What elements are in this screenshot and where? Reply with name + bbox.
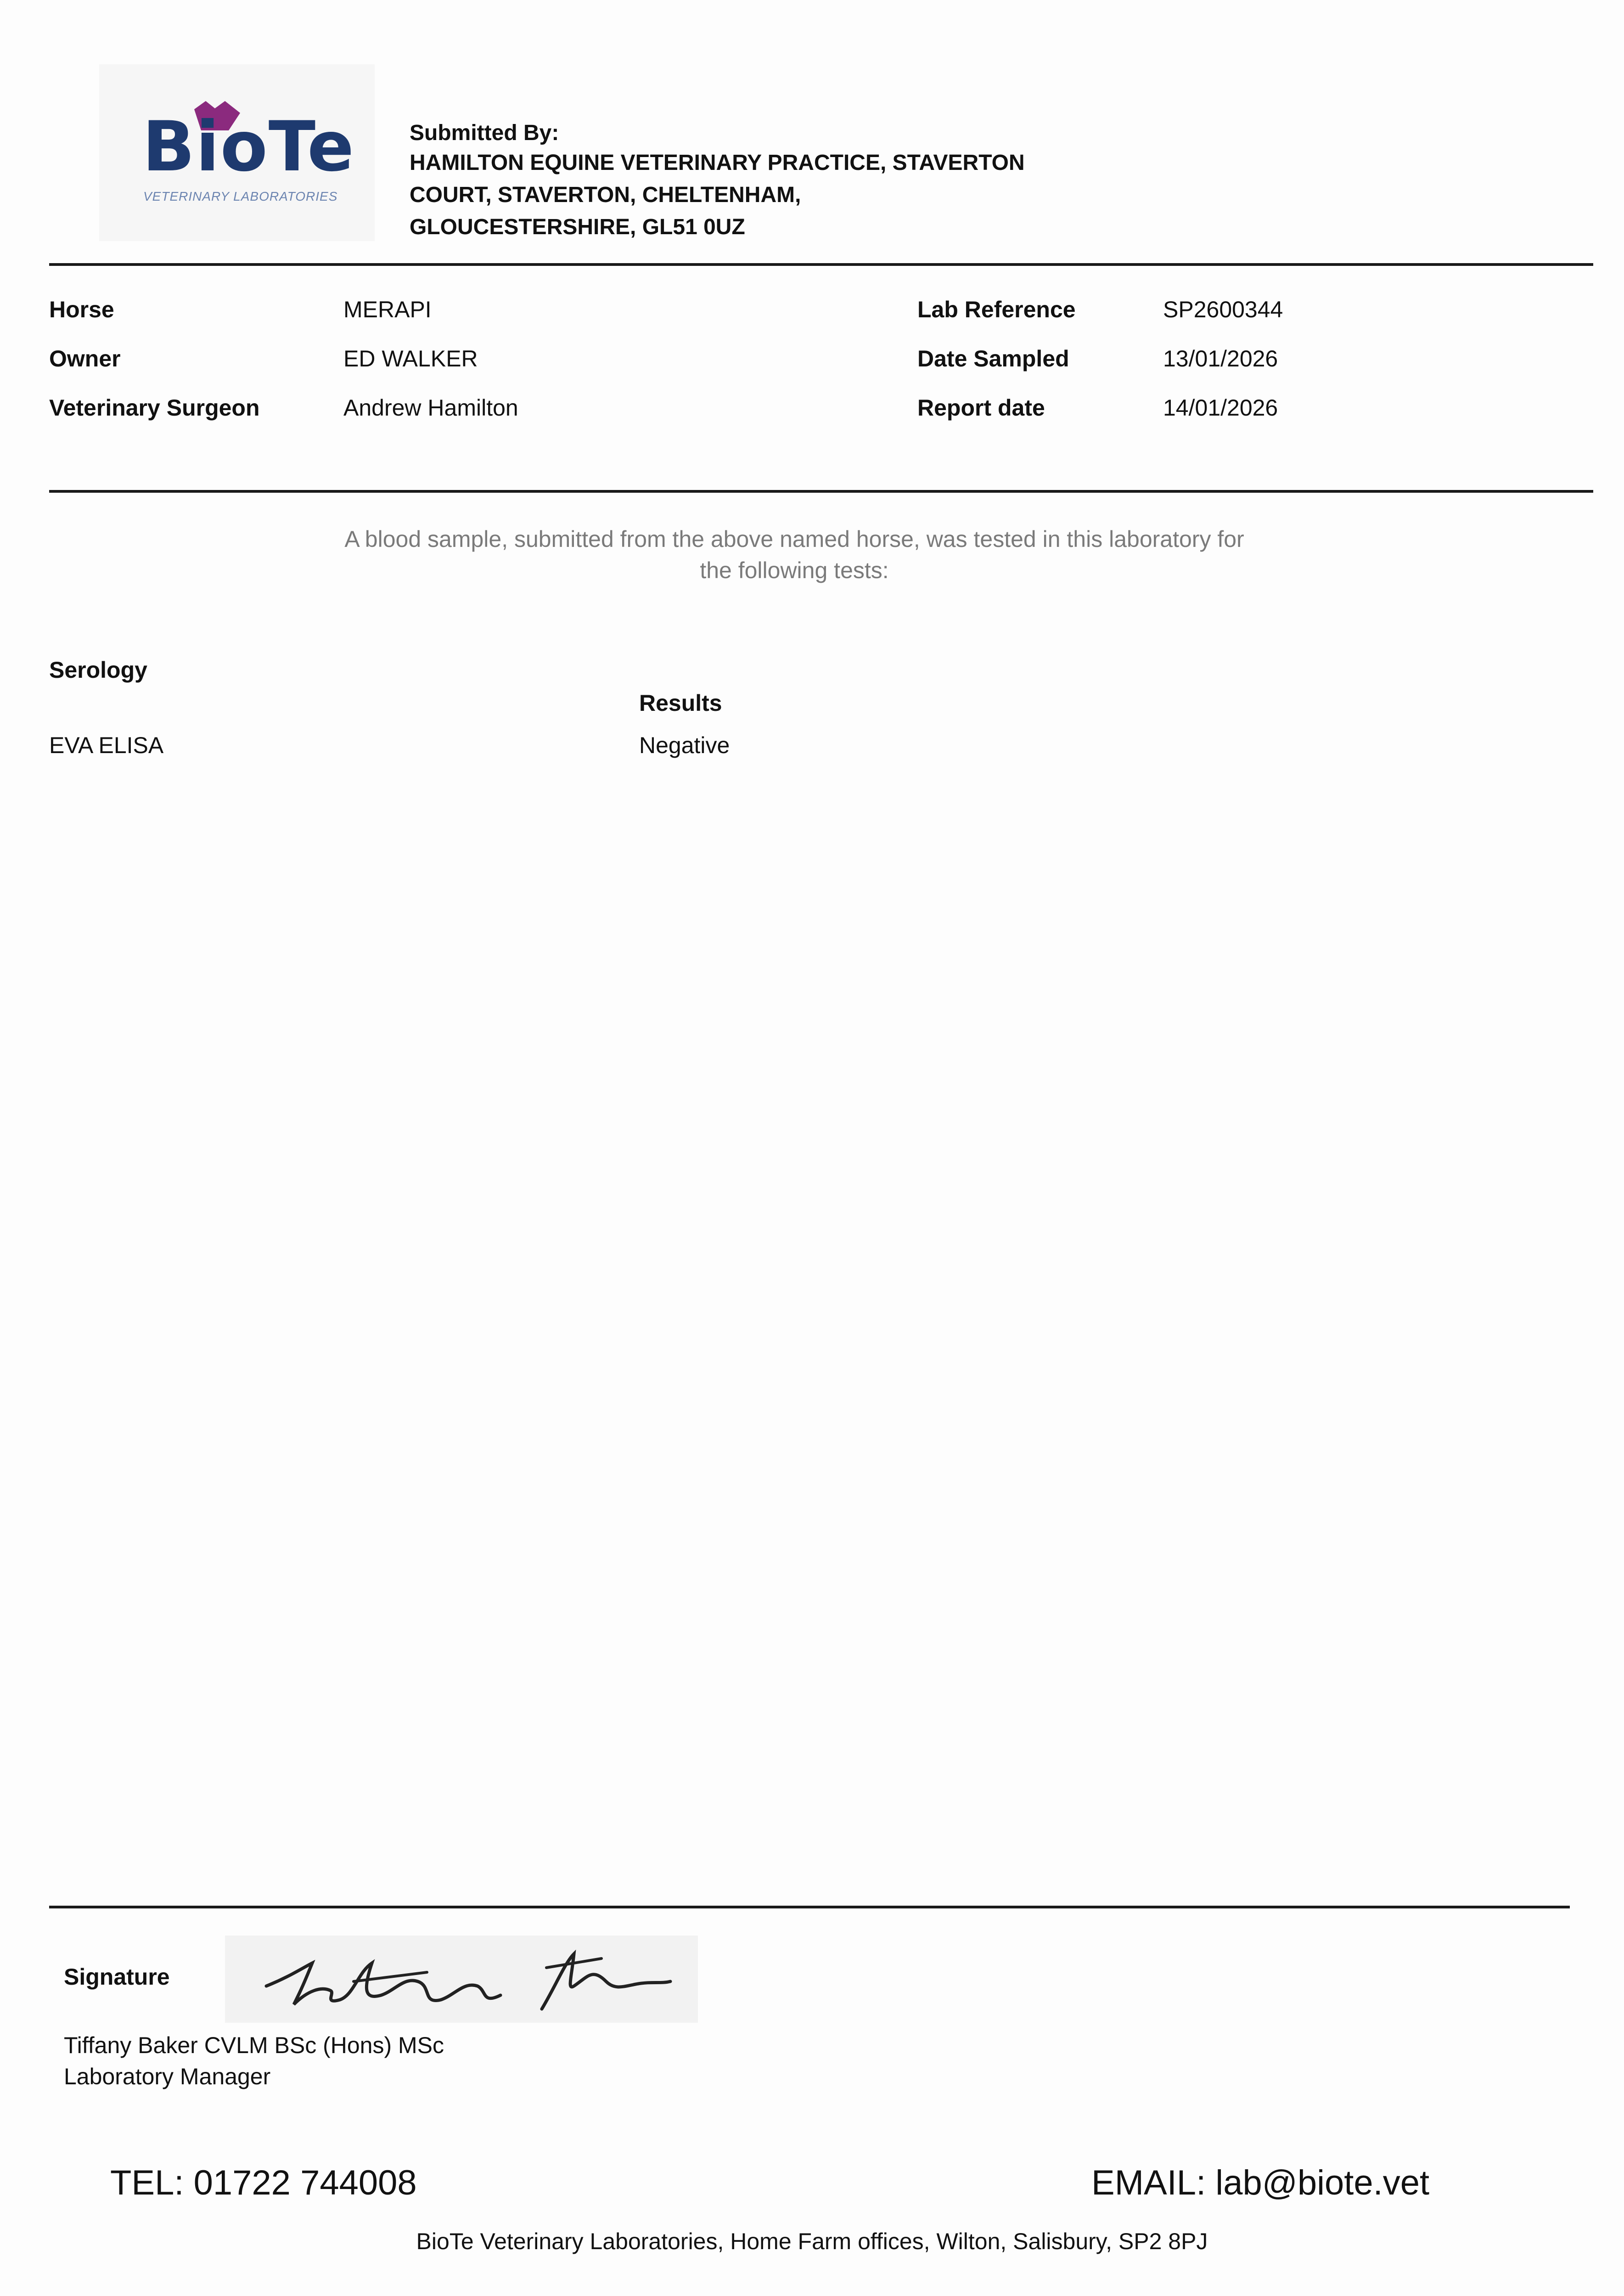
- handwritten-signature-icon: [225, 1936, 698, 2023]
- vet-label: Veterinary Surgeon: [49, 395, 260, 421]
- test-result: Negative: [639, 732, 730, 758]
- date-sampled-label: Date Sampled: [917, 346, 1069, 371]
- owner-value: ED WALKER: [343, 346, 478, 371]
- address-line: HAMILTON EQUINE VETERINARY PRACTICE, STAVERTON: [410, 151, 1025, 175]
- signature-image: [225, 1936, 698, 2023]
- horse-value: MERAPI: [343, 297, 432, 322]
- submitter-address: [410, 147, 1144, 243]
- address-line: GLOUCESTERSHIRE, GL51 0UZ: [410, 215, 745, 239]
- date-sampled-value: 13/01/2026: [1163, 346, 1278, 371]
- results-header: Results: [639, 690, 722, 716]
- signature-label: Signature: [64, 1964, 170, 1990]
- signatory-role: Laboratory Manager: [64, 2064, 271, 2089]
- intro-text: [275, 523, 1313, 586]
- lab-reference-value: SP2600344: [1163, 297, 1283, 322]
- footer-telephone: TEL: 01722 744008: [110, 2163, 417, 2202]
- intro-line: A blood sample, submitted from the above named horse, was tested in this laboratory for: [344, 526, 1244, 552]
- intro-line: the following tests:: [700, 557, 889, 583]
- lab-reference-label: Lab Reference: [917, 297, 1076, 322]
- owner-label: Owner: [49, 346, 121, 371]
- footer-address: BioTe Veterinary Laboratories, Home Farm offices, Wilton, Salisbury, SP2 8PJ: [416, 2228, 1208, 2254]
- footer-divider: [49, 1906, 1570, 1908]
- vet-value: Andrew Hamilton: [343, 395, 518, 421]
- report-date-value: 14/01/2026: [1163, 395, 1278, 421]
- address-line: COURT, STAVERTON, CHELTENHAM,: [410, 183, 801, 207]
- logo-tagline: VETERINARY LABORATORIES: [143, 189, 338, 203]
- footer-email[interactable]: EMAIL: lab@biote.vet: [1091, 2163, 1430, 2202]
- submitted-by-heading: Submitted By:: [410, 121, 559, 145]
- header-divider: [49, 263, 1593, 266]
- signatory-name: Tiffany Baker CVLM BSc (Hons) MSc: [64, 2032, 444, 2058]
- serology-section-title: Serology: [49, 657, 147, 683]
- report-date-label: Report date: [917, 395, 1045, 421]
- test-name: EVA ELISA: [49, 732, 164, 758]
- details-divider: [49, 490, 1593, 493]
- logo-wordmark: BioTe: [142, 107, 355, 187]
- horse-label: Horse: [49, 297, 114, 322]
